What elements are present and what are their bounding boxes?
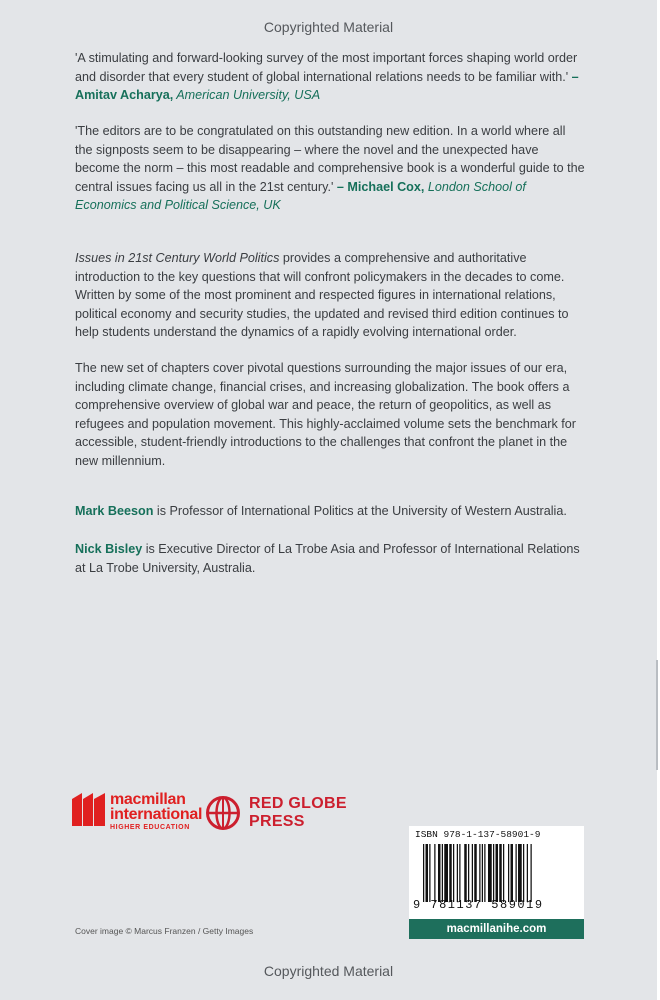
author-name: Nick Bisley	[75, 542, 143, 556]
imprint-name: RED GLOBE	[249, 795, 347, 812]
publisher-name-2: international	[110, 806, 203, 823]
red-globe-press-logo	[205, 793, 345, 835]
author-bio-text: is Professor of International Politics at the University of Western Australia.	[153, 504, 567, 518]
publisher-name: macmillan	[110, 791, 186, 808]
barcode-panel	[409, 826, 584, 919]
author-bio-2	[75, 540, 585, 577]
author-bio-1	[75, 502, 585, 521]
isbn-label: ISBN 978-1-137-58901-9	[415, 829, 541, 840]
review-quote-1	[75, 49, 585, 105]
quote-text: 'The editors are to be congratulated on this outstanding new edition. In a world where all the signposts seem to be disappearing – where the novel and the unexpected have become the norm – this most readable and comprehensive book is a wonderful guide to the central issues facing us all in the 21st century.'	[75, 124, 585, 194]
quote-author: – Michael Cox,	[333, 179, 425, 194]
author-bio-text: is Executive Director of La Trobe Asia and Professor of International Relations at La Trobe University, Australia.	[75, 542, 580, 575]
barcode-icon	[423, 844, 578, 902]
quote-text: 'A stimulating and forward-looking survey of the most important forces shaping world order and disorder that every student of global international relations needs to be familiar with.'	[75, 51, 578, 84]
macmillan-logo-icon	[72, 793, 105, 826]
copyright-watermark-top: Copyrighted Material	[263, 19, 394, 35]
cover-image-credit: Cover image © Marcus Franzen / Getty Images	[75, 926, 254, 936]
review-quote-2	[75, 122, 585, 215]
imprint-name-2: PRESS	[249, 813, 305, 830]
quote-author: – Amitav Acharya,	[75, 69, 579, 102]
quote-affiliation: American University, USA	[173, 88, 321, 102]
copyright-watermark-bottom: Copyrighted Material	[263, 963, 394, 979]
book-description-1	[75, 249, 585, 342]
book-title: Issues in 21st Century World Politics	[75, 251, 280, 265]
barcode-number: 9 781137 589019	[413, 898, 544, 912]
page-edge-line	[656, 660, 658, 770]
description-text: provides a comprehensive and authoritative introduction to the key questions that will confront policymakers in the decades to come. Written by some of the most prominent and respected figures in international relations, political economy and security studies, the updated and revised third edition continues to help students understand the dynamics of a rapidly evolving international order.	[75, 251, 569, 339]
macmillan-international-logo	[72, 791, 203, 837]
red-globe-icon	[205, 795, 241, 831]
book-description-2: The new set of chapters cover pivotal questions surrounding the major issues of our era, including climate change, financial crises, and increasing globalization. The book offers a comprehensive overview of global war and peace, the return of geopolitics, as well as refugees and population movement. This highly-acclaimed volume sets the benchmark for accessible, student-friendly introductions to the challenges that confront the planet in the new millennium.	[75, 361, 576, 468]
publisher-division: HIGHER EDUCATION	[110, 824, 190, 831]
quote-affiliation: London School of Economics and Political Science, UK	[75, 179, 526, 212]
author-name: Mark Beeson	[75, 504, 154, 518]
publisher-website: macmillanihe.com	[409, 919, 584, 939]
